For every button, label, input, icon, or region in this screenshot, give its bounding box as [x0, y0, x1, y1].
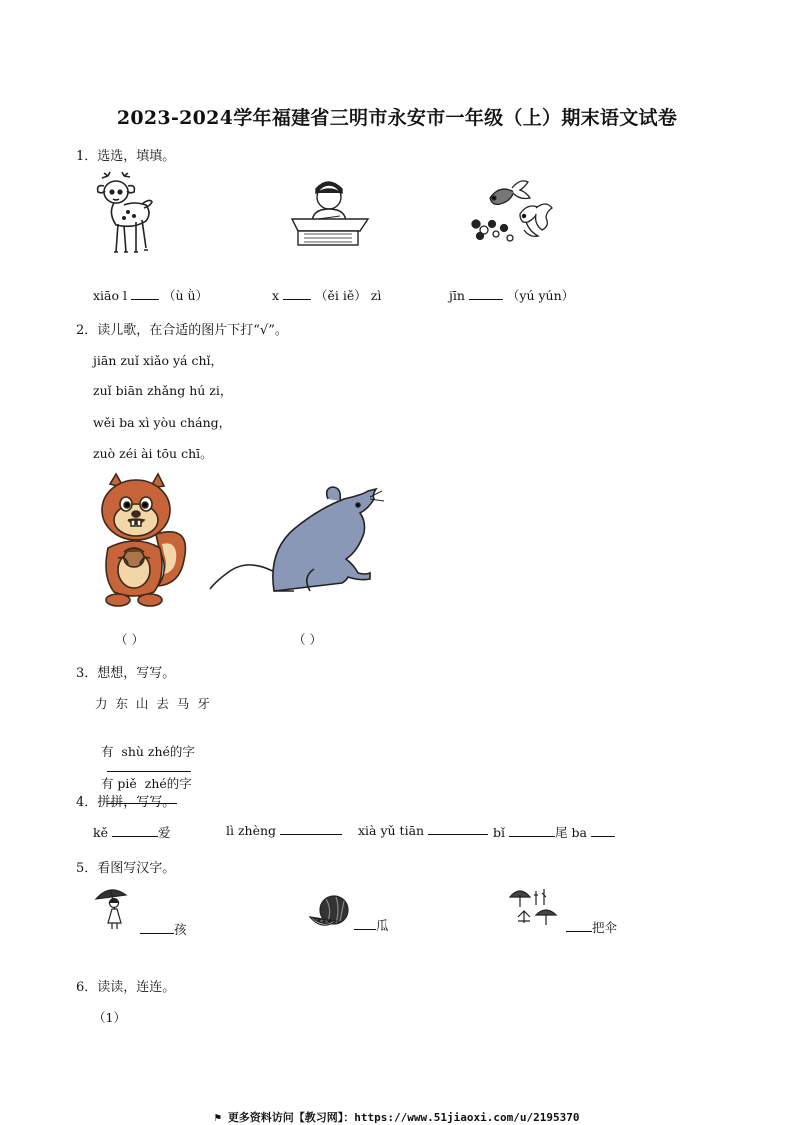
- question-3-stem: 3．想想，写写。: [76, 666, 176, 681]
- watermelon-illustration: [308, 895, 350, 929]
- q4-item-4: [493, 823, 615, 841]
- q5-item-2-blank[interactable]: [354, 928, 376, 930]
- question-6-sub-label: （1）: [93, 1010, 126, 1025]
- poem-line-3: wěi ba xì yòu cháng，: [93, 415, 232, 430]
- q5-item-2-suffix: 瓜: [376, 918, 389, 933]
- q5-item-1: [140, 920, 187, 938]
- poem-line-4: zuò zéi ài tōu chī。: [93, 446, 213, 461]
- q1-item-2-options: （ěi iě） zì: [315, 288, 382, 303]
- q5-item-3-blank[interactable]: [566, 930, 592, 932]
- goldfish-illustration: [470, 178, 556, 246]
- q4-item-2-pinyin: lì zhèng: [226, 823, 277, 838]
- girl-with-umbrella-illustration: [94, 885, 132, 931]
- q4-item-2: [226, 823, 342, 838]
- poem-line-2: zuǐ biān zhǎng hú zi，: [93, 383, 233, 398]
- q4-item-2-blank[interactable]: [280, 833, 342, 835]
- q4-item-1-blank[interactable]: [112, 835, 158, 837]
- q3-line-1-label: 有 shù zhé的字: [100, 744, 195, 759]
- q4-item-1-suffix: 爱: [157, 825, 171, 840]
- mouse-illustration: [210, 487, 386, 599]
- q5-item-2: [354, 916, 389, 934]
- q5-item-1-blank[interactable]: [140, 932, 174, 934]
- footer-text: 更多资料访问【教习网】：https://www.51jiaoxi.com/u/2195370: [227, 1111, 580, 1124]
- q4-item-3-blank[interactable]: [428, 833, 488, 835]
- footer-link-text[interactable]: [0, 1109, 794, 1125]
- flag-icon: ⚑: [214, 1111, 228, 1124]
- question-4-stem: 4．拼拼，写写。: [76, 795, 176, 810]
- q4-item-4-pinyin: bǐ: [493, 825, 505, 840]
- q4-item-1: [93, 823, 170, 841]
- question-6-stem: 6．读读，连连。: [76, 980, 176, 995]
- q5-item-3: [566, 918, 617, 936]
- q1-item-2-pinyin: x: [272, 288, 280, 303]
- page-title: 2023-2024学年福建省三明市永安市一年级（上）期末语文试卷: [116, 107, 678, 129]
- q4-item-3-pinyin: xià yǔ tiān: [358, 823, 425, 838]
- q4-item-4-blank-2[interactable]: [591, 835, 615, 837]
- mouse-answer-paren[interactable]: （ ）: [293, 632, 322, 647]
- q5-item-1-suffix: 孩: [174, 922, 187, 937]
- q3-line-2-label: 有 piě zhé的字: [100, 776, 192, 791]
- q1-item-2-blank[interactable]: [283, 298, 311, 300]
- squirrel-answer-paren[interactable]: （ ）: [115, 632, 144, 647]
- question-1-stem: 1．选选，填填。: [76, 149, 176, 164]
- q3-character-list: 力 东 山 去 马 牙: [95, 696, 210, 711]
- q1-item-3-pinyin: jīn: [449, 288, 465, 303]
- deer-illustration: [94, 172, 156, 260]
- question-5-stem: 5．看图写汉字。: [76, 861, 176, 876]
- boy-writing-illustration: [288, 175, 372, 247]
- q1-item-1-pinyin: xiāo l: [93, 288, 127, 303]
- poem-line-1: jiān zuǐ xiǎo yá chǐ，: [93, 353, 223, 368]
- q1-item-3-blank[interactable]: [469, 298, 503, 300]
- q1-item-2: [272, 286, 381, 304]
- q4-item-4-blank[interactable]: [509, 835, 555, 837]
- q5-item-3-suffix: 把伞: [592, 920, 618, 935]
- question-2-stem: 2．读儿歌，在合适的图片下打“√”。: [76, 323, 288, 338]
- umbrella-character-illustration: [508, 887, 560, 927]
- q4-item-1-pinyin: kě: [93, 825, 108, 840]
- squirrel-illustration: [96, 474, 188, 610]
- q4-item-3: [358, 823, 488, 838]
- q1-item-1-blank[interactable]: [131, 298, 159, 300]
- q1-item-3-options: （yú yún）: [506, 288, 575, 303]
- q1-item-3: [449, 286, 574, 304]
- q4-item-4-suffix: 尾 ba: [554, 825, 587, 840]
- q1-item-1: [93, 286, 208, 304]
- q1-item-1-options: （ù ǜ）: [162, 288, 209, 303]
